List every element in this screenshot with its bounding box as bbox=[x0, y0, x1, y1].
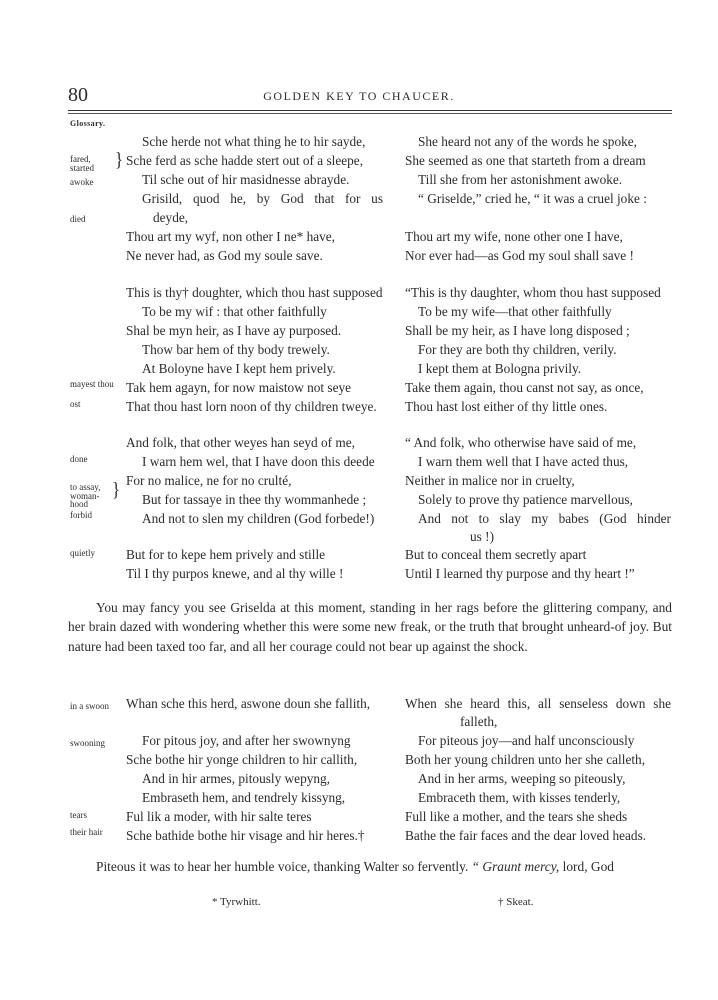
verse-line: And not to slen my children (God forbede!) bbox=[142, 511, 375, 526]
verse-line: Ful lik a moder, with hir salte teres bbox=[126, 809, 312, 824]
translation-line: For piteous joy—and half unconsciously bbox=[418, 733, 635, 748]
verse-line: And folk, that other weyes han seyd of me, bbox=[126, 435, 355, 450]
translation-line: “ And folk, who otherwise have said of me, bbox=[405, 435, 637, 450]
gloss-quietly: quietly bbox=[70, 548, 95, 558]
verse-line: For pitous joy, and after her swownyng bbox=[142, 733, 351, 748]
translation-line: “ Griselde,” cried he, “ it was a cruel joke : bbox=[418, 191, 647, 206]
translation-line: She seemed as one that starteth from a dream bbox=[405, 153, 646, 168]
verse-line: deyde, bbox=[153, 210, 189, 225]
translation-line: And not to slay my babes (God hinder bbox=[418, 511, 671, 526]
verse-line: To be my wif : that other faithfully bbox=[142, 304, 327, 319]
verse-line: But for to kepe hem prively and stille bbox=[126, 547, 326, 562]
translation-line: I warn them well that I have acted thus, bbox=[418, 454, 629, 469]
footnote-tyrwhitt: * Tyrwhitt. bbox=[212, 896, 261, 908]
prose-text: You may fancy you see Griselda at this moment, standing in her rags before the glittering company, and her brain dazed with wondering whether this were some new freak, or the truth that brought unheard-of joy. But nature had been taxed too far, and all her courage could not bear up against the shock. bbox=[68, 600, 672, 654]
verse-line: Thou art my wyf, non other I ne* have, bbox=[126, 229, 335, 244]
gloss-swooning: swooning bbox=[70, 738, 106, 748]
translation-line: Embraceth them, with kisses tenderly, bbox=[418, 790, 621, 805]
translation-line: I kept them at Bologna privily. bbox=[418, 361, 582, 376]
verse-line: Tak hem agayn, for now maistow not seye bbox=[126, 380, 352, 395]
gloss-done: done bbox=[70, 454, 88, 464]
translation-line: us !) bbox=[470, 529, 495, 544]
gloss-died: died bbox=[70, 214, 86, 224]
gloss-ost: ost bbox=[70, 399, 81, 409]
verse-line: Embraseth hem, and tendrely kissyng, bbox=[142, 790, 346, 805]
verse-line: Ne never had, as God my soule save. bbox=[126, 248, 323, 263]
translation-line: To be my wife—that other faithfully bbox=[418, 304, 612, 319]
translation-line: Take them again, thou canst not say, as once, bbox=[405, 380, 644, 395]
prose-text-end: lord, God bbox=[559, 859, 614, 874]
running-title: GOLDEN KEY TO CHAUCER. bbox=[263, 89, 455, 103]
gloss-tears: tears bbox=[70, 810, 87, 820]
translation-line: Till she from her astonishment awoke. bbox=[418, 172, 623, 187]
translation-line: Bathe the fair faces and the dear loved heads. bbox=[405, 828, 647, 843]
translation-line: But to conceal them secretly apart bbox=[405, 547, 587, 562]
translation-line: “This is thy daughter, whom thou hast supposed bbox=[405, 285, 661, 300]
prose-paragraph bbox=[68, 598, 672, 656]
verse-line: Whan sche this herd, aswone doun she fallith, bbox=[126, 696, 371, 711]
prose-italic-quote: “ Graunt mercy, bbox=[471, 859, 560, 874]
gloss-fared: fared, started bbox=[70, 154, 94, 173]
prose-text: Piteous it was to hear her humble voice, thanking Walter so fervently. bbox=[96, 859, 472, 874]
translation-line: Thou hast lost either of thy little ones. bbox=[405, 399, 608, 414]
translation-line: Shall be my heir, as I have long disposed ; bbox=[405, 323, 630, 338]
translation-line: For they are both thy children, verily. bbox=[418, 342, 617, 357]
header-rule-thin bbox=[68, 113, 672, 114]
verse-line: And in hir armes, pitously wepyng, bbox=[142, 771, 330, 786]
translation-line: Solely to prove thy patience marvellous, bbox=[418, 492, 633, 507]
translation-line: Thou art my wife, none other one I have, bbox=[405, 229, 623, 244]
header-rule-thick bbox=[68, 110, 672, 111]
verse-line: Sche bothe hir yonge children to hir callith, bbox=[126, 752, 358, 767]
verse-line: Grisild, quod he, by God that for us bbox=[142, 191, 383, 206]
translation-line: And in her arms, weeping so piteously, bbox=[418, 771, 626, 786]
translation-line: Nor ever had—as God my soul shall save ! bbox=[405, 248, 634, 263]
verse-line: This is thy† doughter, which thou hast supposed bbox=[126, 285, 383, 300]
gloss-their-hair: their hair bbox=[70, 827, 103, 837]
gloss-to-assay: to assay, woman- hood bbox=[70, 482, 101, 509]
translation-line: Until I learned thy purpose and thy heart !” bbox=[405, 566, 635, 581]
verse-line: That thou hast lorn noon of thy children tweye. bbox=[126, 399, 377, 414]
gloss-mayest-thou: mayest thou bbox=[70, 379, 114, 389]
translation-line: She heard not any of the words he spoke, bbox=[418, 134, 637, 149]
translation-line: falleth, bbox=[460, 714, 498, 729]
verse-line: Til I thy purpos knewe, and al thy wille ! bbox=[126, 566, 344, 581]
gloss-in-a-swoon: in a swoon bbox=[70, 701, 109, 711]
glossary-heading: Glossary. bbox=[70, 119, 106, 128]
verse-line: I warn hem wel, that I have doon this deede bbox=[142, 454, 375, 469]
verse-line: At Boloyne have I kept hem prively. bbox=[142, 361, 336, 376]
gloss-brace: } bbox=[115, 148, 124, 171]
translation-line: Neither in malice nor in cruelty, bbox=[405, 473, 575, 488]
footnote-skeat: † Skeat. bbox=[498, 896, 534, 908]
prose-paragraph bbox=[68, 857, 672, 876]
verse-line: Shal be myn heir, as I have ay purposed. bbox=[126, 323, 342, 338]
translation-line: When she heard this, all senseless down she bbox=[405, 696, 671, 711]
verse-line: Sche ferd as sche hadde stert out of a sleepe, bbox=[126, 153, 364, 168]
verse-line: Sche herde not what thing he to hir sayde, bbox=[142, 134, 366, 149]
translation-line: Both her young children unto her she calleth, bbox=[405, 752, 646, 767]
verse-line: But for tassaye in thee thy wommanhede ; bbox=[142, 492, 367, 507]
translation-line: Full like a mother, and the tears she sheds bbox=[405, 809, 628, 824]
gloss-brace: } bbox=[112, 478, 121, 501]
verse-line: Thow bar hem of thy body trewely. bbox=[142, 342, 330, 357]
gloss-awoke: awoke bbox=[70, 177, 94, 187]
verse-line: Til sche out of hir masidnesse abrayde. bbox=[142, 172, 350, 187]
verse-line: For no malice, ne for no crulté, bbox=[126, 473, 292, 488]
page-number: 80 bbox=[68, 84, 88, 106]
verse-line: Sche bathide bothe hir visage and hir heres.† bbox=[126, 828, 365, 843]
gloss-forbid: forbid bbox=[70, 510, 92, 520]
